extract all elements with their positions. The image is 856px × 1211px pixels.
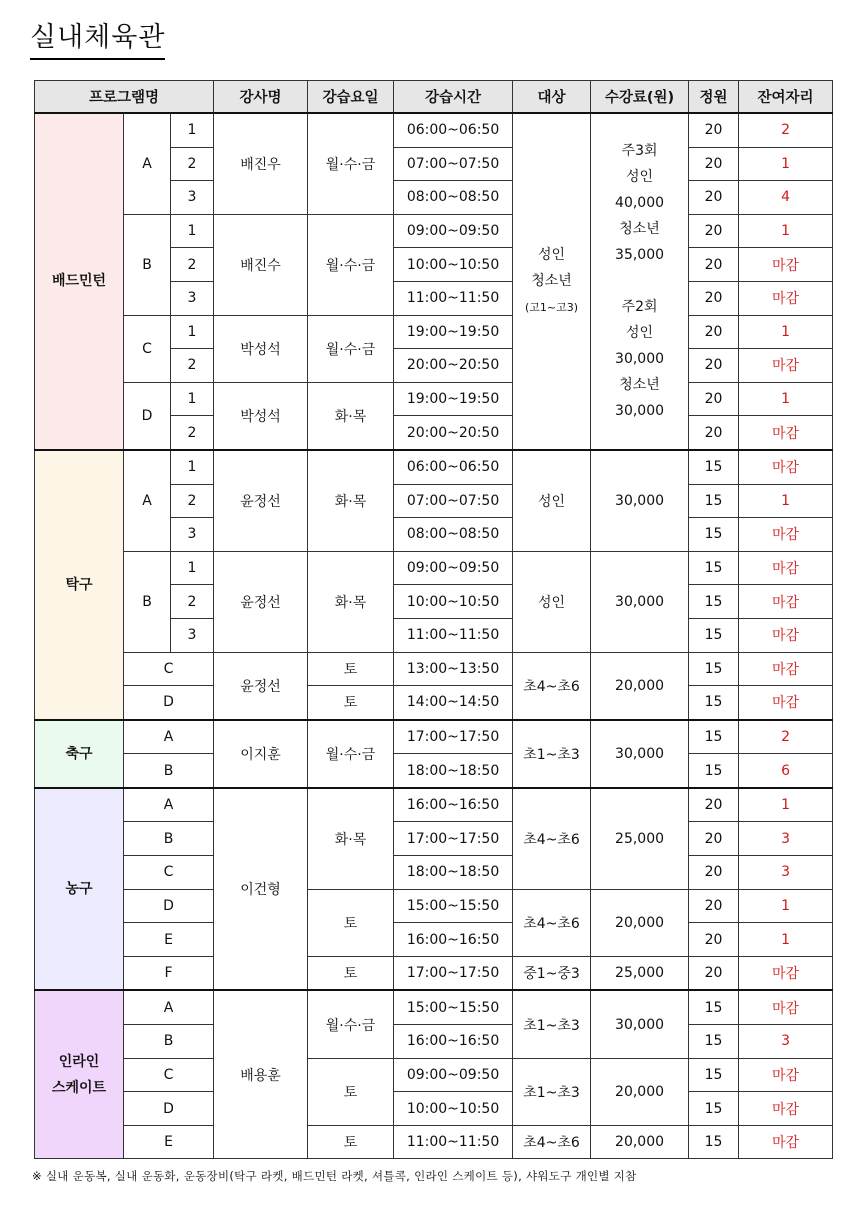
header-program: 프로그램명 <box>35 81 214 114</box>
session-number: 2 <box>171 147 214 181</box>
remaining-cell: 마감 <box>739 248 833 282</box>
page-title: 실내체육관 <box>30 20 165 60</box>
days-cell: 화·목 <box>308 382 394 450</box>
instructor-cell: 윤정선 <box>214 450 308 551</box>
table-row <box>35 214 833 248</box>
time-cell: 08:00~08:50 <box>394 518 513 552</box>
remaining-cell: 1 <box>739 484 833 518</box>
time-cell: 10:00~10:50 <box>394 248 513 282</box>
days-cell: 월·수·금 <box>308 720 394 788</box>
capacity-cell: 20 <box>689 923 739 957</box>
group-label: A <box>124 113 171 214</box>
target-cell: 초1~초3 <box>513 990 591 1058</box>
group-label: D <box>124 686 214 720</box>
group-label: D <box>124 1092 214 1126</box>
session-number: 2 <box>171 248 214 282</box>
fee-cell: 30,000 <box>591 551 689 652</box>
table-row <box>35 382 833 416</box>
group-label: D <box>124 889 214 923</box>
fee-line: 30,000 <box>615 351 665 368</box>
capacity-cell: 15 <box>689 618 739 652</box>
category-basketball: 농구 <box>35 788 124 991</box>
fee-cell: 20,000 <box>591 652 689 720</box>
group-label: C <box>124 315 171 382</box>
table-row <box>35 315 833 349</box>
time-cell: 16:00~16:50 <box>394 923 513 957</box>
fee-line: 30,000 <box>615 403 665 420</box>
target-cell: 성인 <box>513 450 591 551</box>
capacity-cell: 20 <box>689 889 739 923</box>
remaining-cell: 1 <box>739 889 833 923</box>
time-cell: 06:00~06:50 <box>394 113 513 147</box>
time-cell: 07:00~07:50 <box>394 484 513 518</box>
session-number: 2 <box>171 585 214 619</box>
table-row <box>35 923 833 957</box>
header-days: 강습요일 <box>308 81 394 114</box>
capacity-cell: 20 <box>689 856 739 890</box>
days-cell: 토 <box>308 889 394 956</box>
table-row <box>35 1025 833 1059</box>
header-time: 강습시간 <box>394 81 513 114</box>
capacity-cell: 20 <box>689 147 739 181</box>
table-row <box>35 720 833 754</box>
header-target: 대상 <box>513 81 591 114</box>
footnote: ※ 실내 운동복, 실내 운동화, 운동장비(탁구 라켓, 배드민턴 라켓, 셔틀콕, 인라인 스케이트 등), 샤워도구 개인별 지참 <box>32 1169 637 1183</box>
instructor-cell: 이건형 <box>214 788 308 991</box>
group-label: B <box>124 214 171 315</box>
days-cell: 토 <box>308 1125 394 1159</box>
table-row <box>35 450 833 484</box>
remaining-cell: 2 <box>739 113 833 147</box>
capacity-cell: 15 <box>689 518 739 552</box>
group-label: B <box>124 822 214 856</box>
time-cell: 15:00~15:50 <box>394 990 513 1024</box>
capacity-cell: 15 <box>689 1125 739 1159</box>
time-cell: 19:00~19:50 <box>394 315 513 349</box>
fee-cell: 30,000 <box>591 450 689 551</box>
remaining-cell: 마감 <box>739 652 833 686</box>
table-row <box>35 754 833 788</box>
session-number: 1 <box>171 315 214 349</box>
table-row <box>35 1092 833 1126</box>
category-tabletennis: 탁구 <box>35 450 124 720</box>
capacity-cell: 15 <box>689 686 739 720</box>
remaining-cell: 마감 <box>739 585 833 619</box>
group-label: A <box>124 788 214 822</box>
category-badminton: 배드민턴 <box>35 113 124 450</box>
remaining-cell: 마감 <box>739 1125 833 1159</box>
instructor-cell: 배진우 <box>214 113 308 214</box>
time-cell: 17:00~17:50 <box>394 822 513 856</box>
fee-cell: 30,000 <box>591 990 689 1058</box>
capacity-cell: 20 <box>689 113 739 147</box>
fee-line: 40,000 <box>615 195 665 212</box>
header-capacity: 정원 <box>689 81 739 114</box>
header-instructor: 강사명 <box>214 81 308 114</box>
group-label: B <box>124 1025 214 1059</box>
fee-line: 청소년 <box>619 377 660 394</box>
table-row <box>35 956 833 990</box>
remaining-cell: 마감 <box>739 349 833 383</box>
header-row <box>35 81 833 114</box>
target-cell: 성인 <box>513 551 591 652</box>
group-label: E <box>124 1125 214 1159</box>
time-cell: 09:00~09:50 <box>394 551 513 585</box>
category-soccer: 축구 <box>35 720 124 788</box>
target-cell: 초1~초3 <box>513 720 591 788</box>
target-cell: 초1~초3 <box>513 1058 591 1125</box>
target-cell: 초4~초6 <box>513 788 591 889</box>
capacity-cell: 20 <box>689 349 739 383</box>
remaining-cell: 3 <box>739 1025 833 1059</box>
instructor-cell: 이지훈 <box>214 720 308 788</box>
time-cell: 15:00~15:50 <box>394 889 513 923</box>
remaining-cell: 마감 <box>739 1058 833 1092</box>
time-cell: 18:00~18:50 <box>394 754 513 788</box>
days-cell: 화·목 <box>308 450 394 551</box>
capacity-cell: 20 <box>689 822 739 856</box>
capacity-cell: 20 <box>689 956 739 990</box>
capacity-cell: 20 <box>689 181 739 215</box>
time-cell: 07:00~07:50 <box>394 147 513 181</box>
table-row <box>35 990 833 1024</box>
fee-cell <box>591 113 689 450</box>
remaining-cell: 1 <box>739 923 833 957</box>
remaining-cell: 마감 <box>739 686 833 720</box>
target-line: (고1~고3) <box>525 300 579 314</box>
time-cell: 17:00~17:50 <box>394 956 513 990</box>
header-remaining: 잔여자리 <box>739 81 833 114</box>
fee-line: 청소년 <box>619 221 660 238</box>
time-cell: 20:00~20:50 <box>394 416 513 450</box>
time-cell: 06:00~06:50 <box>394 450 513 484</box>
capacity-cell: 20 <box>689 281 739 315</box>
instructor-cell: 박성석 <box>214 315 308 382</box>
time-cell: 16:00~16:50 <box>394 1025 513 1059</box>
group-label: C <box>124 856 214 890</box>
remaining-cell: 마감 <box>739 518 833 552</box>
days-cell: 월·수·금 <box>308 214 394 315</box>
capacity-cell: 15 <box>689 551 739 585</box>
time-cell: 14:00~14:50 <box>394 686 513 720</box>
group-label: A <box>124 990 214 1024</box>
group-label: C <box>124 652 214 686</box>
remaining-cell: 3 <box>739 822 833 856</box>
time-cell: 16:00~16:50 <box>394 788 513 822</box>
time-cell: 08:00~08:50 <box>394 181 513 215</box>
session-number: 2 <box>171 484 214 518</box>
capacity-cell: 15 <box>689 585 739 619</box>
session-number: 1 <box>171 382 214 416</box>
days-cell: 토 <box>308 652 394 686</box>
days-cell: 토 <box>308 1058 394 1125</box>
remaining-cell: 마감 <box>739 956 833 990</box>
fee-line: 35,000 <box>615 247 665 264</box>
fee-line: 성인 <box>626 169 654 186</box>
time-cell: 10:00~10:50 <box>394 1092 513 1126</box>
capacity-cell: 20 <box>689 788 739 822</box>
capacity-cell: 20 <box>689 248 739 282</box>
group-label: E <box>124 923 214 957</box>
time-cell: 09:00~09:50 <box>394 214 513 248</box>
remaining-cell: 1 <box>739 214 833 248</box>
remaining-cell: 1 <box>739 382 833 416</box>
fee-cell: 20,000 <box>591 1058 689 1125</box>
session-number: 1 <box>171 450 214 484</box>
days-cell: 월·수·금 <box>308 990 394 1058</box>
group-label: D <box>124 382 171 450</box>
session-number: 3 <box>171 181 214 215</box>
instructor-cell: 윤정선 <box>214 652 308 720</box>
table-row <box>35 788 833 822</box>
remaining-cell: 마감 <box>739 618 833 652</box>
group-label: B <box>124 754 214 788</box>
remaining-cell: 마감 <box>739 281 833 315</box>
days-cell: 월·수·금 <box>308 315 394 382</box>
table-row <box>35 113 833 147</box>
remaining-cell: 마감 <box>739 416 833 450</box>
time-cell: 20:00~20:50 <box>394 349 513 383</box>
fee-line: 성인 <box>626 325 654 342</box>
session-number: 1 <box>171 113 214 147</box>
remaining-cell: 4 <box>739 181 833 215</box>
fee-cell: 25,000 <box>591 956 689 990</box>
time-cell: 11:00~11:50 <box>394 1125 513 1159</box>
target-cell: 중1~중3 <box>513 956 591 990</box>
days-cell: 화·목 <box>308 551 394 652</box>
time-cell: 09:00~09:50 <box>394 1058 513 1092</box>
table-row <box>35 1125 833 1159</box>
days-cell: 화·목 <box>308 788 394 889</box>
table-row <box>35 652 833 686</box>
category-line: 인라인 <box>58 1053 100 1070</box>
capacity-cell: 15 <box>689 450 739 484</box>
instructor-cell: 배용훈 <box>214 990 308 1158</box>
time-cell: 13:00~13:50 <box>394 652 513 686</box>
capacity-cell: 15 <box>689 484 739 518</box>
remaining-cell: 마감 <box>739 551 833 585</box>
instructor-cell: 윤정선 <box>214 551 308 652</box>
remaining-cell: 3 <box>739 856 833 890</box>
group-label: A <box>124 720 214 754</box>
days-cell: 월·수·금 <box>308 113 394 214</box>
instructor-cell: 박성석 <box>214 382 308 450</box>
fee-cell: 20,000 <box>591 889 689 956</box>
session-number: 2 <box>171 416 214 450</box>
capacity-cell: 15 <box>689 1058 739 1092</box>
capacity-cell: 20 <box>689 214 739 248</box>
remaining-cell: 마감 <box>739 990 833 1024</box>
remaining-cell: 1 <box>739 315 833 349</box>
target-cell: 초4~초6 <box>513 889 591 956</box>
instructor-cell: 배진수 <box>214 214 308 315</box>
table-row <box>35 551 833 585</box>
capacity-cell: 15 <box>689 1092 739 1126</box>
table-row <box>35 856 833 890</box>
group-label: B <box>124 551 171 652</box>
capacity-cell: 15 <box>689 720 739 754</box>
group-label: A <box>124 450 171 551</box>
program-schedule-table <box>34 80 833 1159</box>
remaining-cell: 6 <box>739 754 833 788</box>
capacity-cell: 20 <box>689 416 739 450</box>
capacity-cell: 20 <box>689 382 739 416</box>
session-number: 1 <box>171 214 214 248</box>
remaining-cell: 2 <box>739 720 833 754</box>
session-number: 2 <box>171 349 214 383</box>
time-cell: 11:00~11:50 <box>394 281 513 315</box>
capacity-cell: 15 <box>689 652 739 686</box>
header-fee: 수강료(원) <box>591 81 689 114</box>
days-cell: 토 <box>308 686 394 720</box>
category-inline-skate <box>35 990 124 1158</box>
session-number: 3 <box>171 618 214 652</box>
group-label: C <box>124 1058 214 1092</box>
table-row <box>35 889 833 923</box>
remaining-cell: 마감 <box>739 450 833 484</box>
remaining-cell: 마감 <box>739 1092 833 1126</box>
capacity-cell: 20 <box>689 315 739 349</box>
target-cell: 초4~초6 <box>513 652 591 720</box>
fee-line: 주3회 <box>621 143 658 160</box>
remaining-cell: 1 <box>739 147 833 181</box>
time-cell: 18:00~18:50 <box>394 856 513 890</box>
fee-cell: 20,000 <box>591 1125 689 1159</box>
target-cell <box>513 113 591 450</box>
target-cell: 초4~초6 <box>513 1125 591 1159</box>
time-cell: 19:00~19:50 <box>394 382 513 416</box>
session-number: 3 <box>171 518 214 552</box>
fee-cell: 25,000 <box>591 788 689 889</box>
capacity-cell: 15 <box>689 990 739 1024</box>
table-row <box>35 822 833 856</box>
category-line: 스케이트 <box>51 1079 107 1096</box>
time-cell: 10:00~10:50 <box>394 585 513 619</box>
table-row <box>35 1058 833 1092</box>
target-line: 청소년 <box>531 272 572 289</box>
target-line: 성인 <box>538 246 566 263</box>
group-label: F <box>124 956 214 990</box>
table-row <box>35 686 833 720</box>
remaining-cell: 1 <box>739 788 833 822</box>
capacity-cell: 15 <box>689 1025 739 1059</box>
time-cell: 17:00~17:50 <box>394 720 513 754</box>
days-cell: 토 <box>308 956 394 990</box>
fee-line: 주2회 <box>621 299 658 316</box>
session-number: 1 <box>171 551 214 585</box>
fee-cell: 30,000 <box>591 720 689 788</box>
session-number: 3 <box>171 281 214 315</box>
capacity-cell: 15 <box>689 754 739 788</box>
time-cell: 11:00~11:50 <box>394 618 513 652</box>
